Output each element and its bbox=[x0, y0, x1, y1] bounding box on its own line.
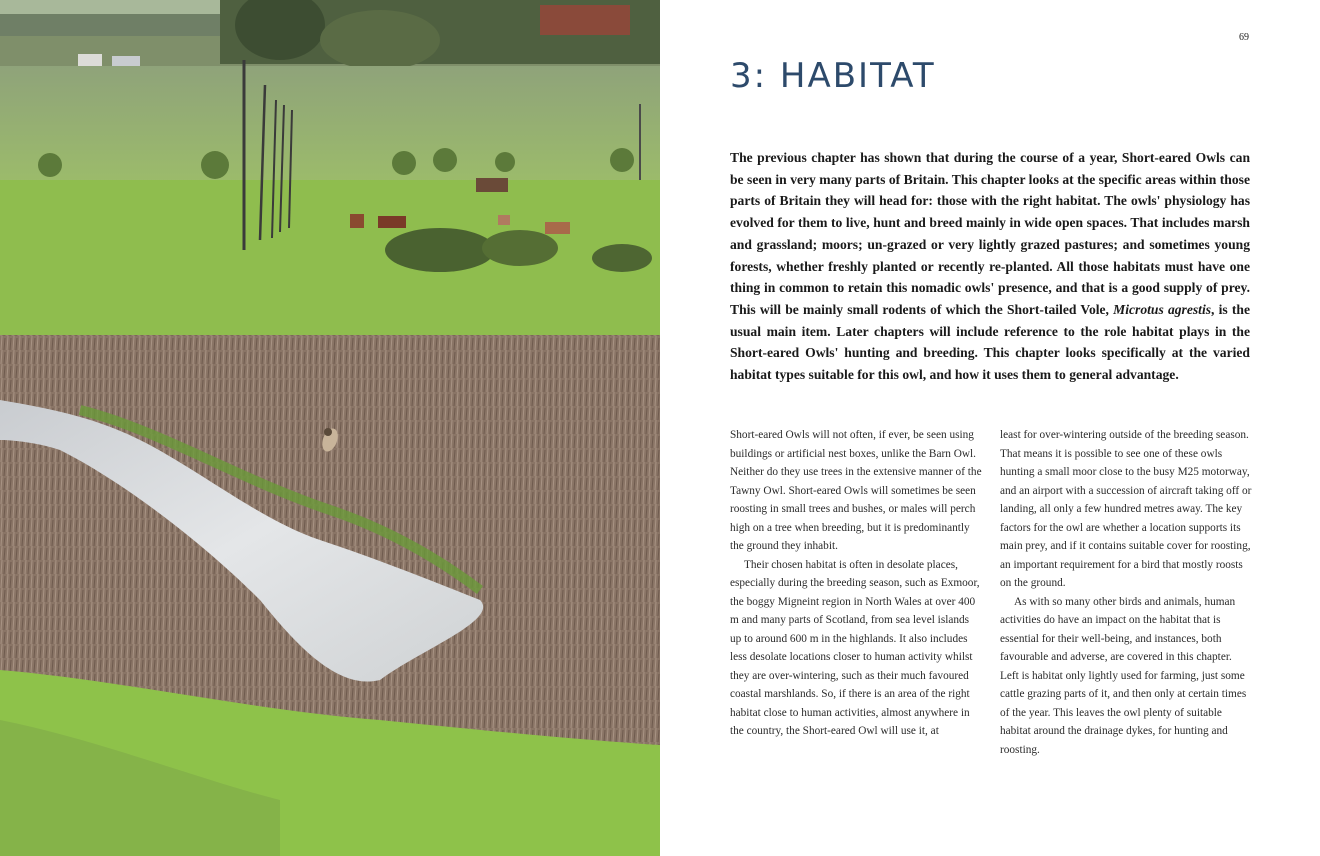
text-page bbox=[660, 0, 1320, 856]
body-paragraph: Their chosen habitat is often in desolate places, especially during the breeding season, such as Exmoor, the boggy Migneint region in North Wales at over 400 m and many parts of Scotland, from sea level islands up to around 600 m in the highlands. It also includes less desolate locations closer to human activity whilst they are over-wintering, such as their much favoured coastal marshlands. So, if there is an area of the right habitat close to human activities, almost anywhere in the country, the Short-eared Owl will use it, at bbox=[730, 558, 980, 737]
intro-paragraph bbox=[730, 147, 1250, 386]
chapter-title: 3: HABITAT bbox=[730, 56, 936, 96]
body-column-right bbox=[1000, 426, 1252, 759]
intro-text-start: The previous chapter has shown that during the course of a year, Short-eared Owls can be seen in very many parts of Britain. This chapter looks at the specific areas within those parts of Britain they will head for: those with the right habitat. The owls' physiology has evolved for them to live, hunt and breed mainly in wide open spaces. That includes marsh and grassland; moors; un-grazed or very lightly grazed pastures; and sometimes young forests, whether freshly planted or recently re-planted. All those habitats must have one thing in common to retain this nomadic owls' presence, and that is a good supply of prey. This will be mainly small rodents of which the Short-tailed Vole, bbox=[730, 150, 1250, 317]
page-number: 69 bbox=[1239, 32, 1249, 43]
body-paragraph: Short-eared Owls will not often, if ever, be seen using buildings or artificial nest boxes, unlike the Barn Owl. Neither do they use trees in the extensive manner of the Tawny Owl. Short-eared Owls will sometimes be seen roosting in small trees and bushes, or males will perch high on a tree when breeding, but it is predominantly the ground they inhabit. bbox=[730, 429, 982, 552]
body-paragraph: As with so many other birds and animals, human activities do have an impact on the habitat that is essential for their well-being, and instances, both favourable and adverse, are covered in this chapter. Left is habitat only lightly used for farming, just some cattle grazing parts of it, and then only at certain times of the year. This leaves the owl plenty of suitable habitat around the drainage dykes, for hunting and roosting. bbox=[1000, 595, 1247, 756]
species-name: Microtus agrestis bbox=[1113, 301, 1212, 317]
intro-text-end: , is the usual main item. Later chapters will include reference to the role habitat plays in the Short-eared Owls' hunting and breeding. This chapter looks specifically at the varied habitat types suitable for this owl, and how it uses them to general advantage. bbox=[730, 301, 1250, 383]
body-column-left bbox=[730, 426, 982, 741]
body-paragraph: least for over-wintering outside of the breeding season. That means it is possible to see one of these owls hunting a small moor close to the busy M25 motorway, and an airport with a succession of aircraft taking off or landing, all only a few hundred metres away. The key factors for the owl are whether a location supports its main prey, and if it contains suitable cover for roosting, an important requirement for a bird that mostly roosts on the ground. bbox=[1000, 429, 1252, 589]
